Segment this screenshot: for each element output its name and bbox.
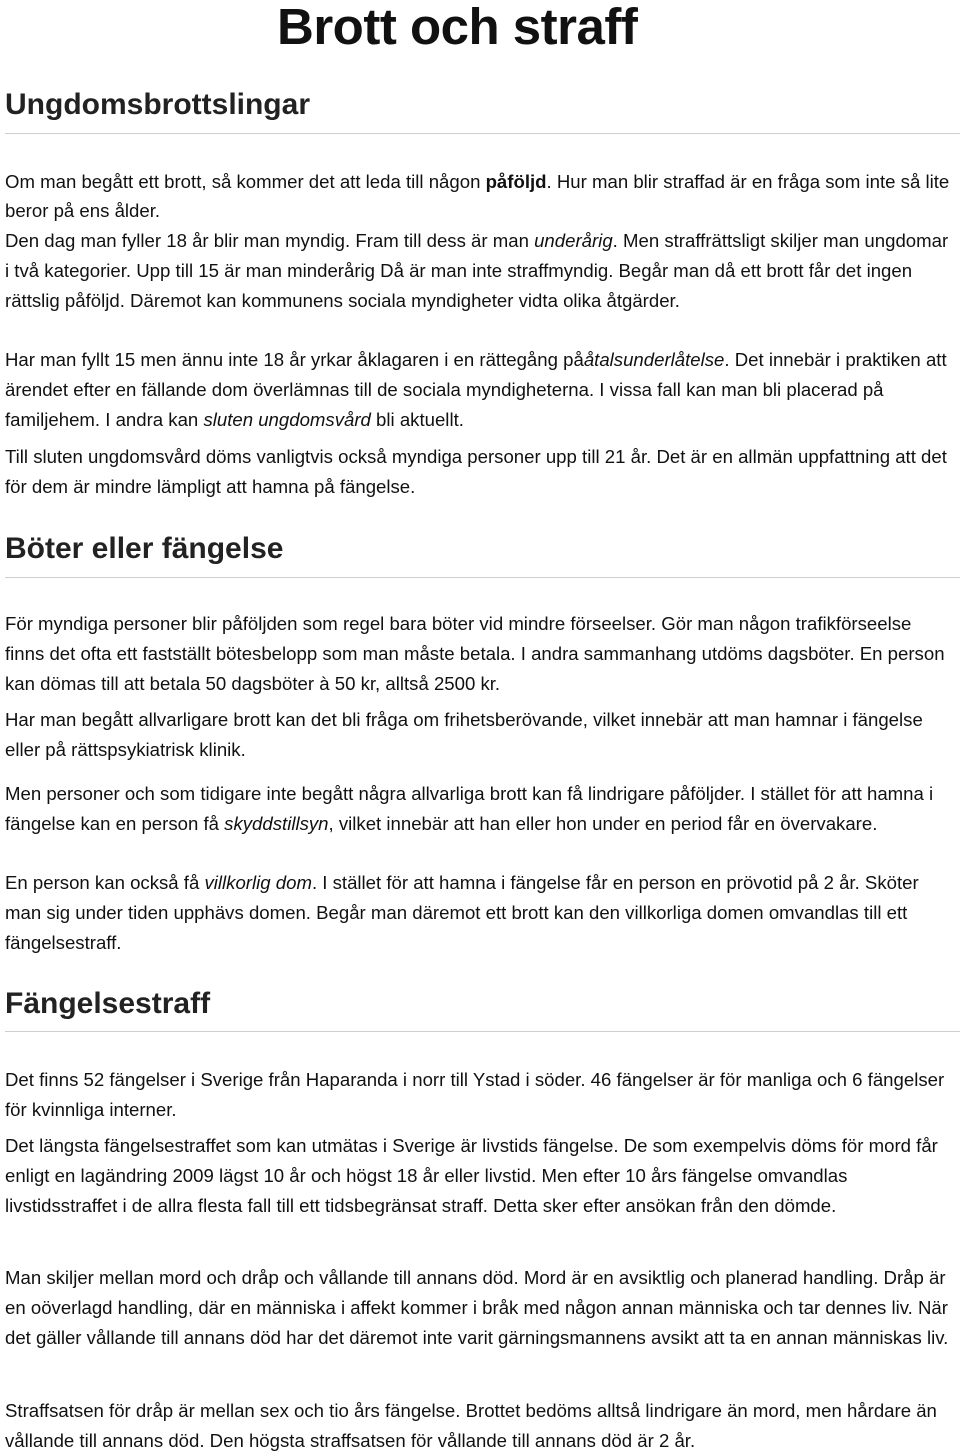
paragraph: Om man begått ett brott, så kommer det att leda till någon påföljd. Hur man blir straffad är en fråga som inte så lite beror på ens ålder.: [5, 171, 950, 221]
paragraph: Har man begått allvarligare brott kan det bli fråga om frihetsberövande, vilket innebär att man hamnar i fängelse eller på rättspsykiatrisk klinik.: [5, 709, 923, 760]
italic-term: underårig: [534, 230, 613, 251]
paragraph: Men personer och som tidigare inte begått några allvarliga brott kan få lindrigare påföljder. I stället för att hamna i fängelse kan en person få skyddstillsyn, vilket innebär att han eller hon under en period får en övervakare.: [5, 783, 934, 834]
section-divider: [5, 577, 960, 578]
section-heading-boter-eller-fangelse: Böter eller fängelse: [5, 532, 284, 565]
paragraph: Straffsatsen för dråp är mellan sex och tio års fängelse. Brottet bedöms alltså lindrigare än mord, men hårdare än vållande till annans död. Den högsta straffsatsen för vållande till annans död är 2 år.: [5, 1400, 937, 1451]
paragraph: För myndiga personer blir påföljden som regel bara böter vid mindre förseelser. Gör man någon trafikförseelse finns det ofta ett fastställt bötesbelopp som man måste betala. I andra sammanhang utdöms dagsböter. En person kan dömas till att betala 50 dagsböter à 50 kr, alltså 2500 kr.: [5, 613, 945, 694]
section-divider: [5, 133, 960, 134]
paragraph: Det längsta fängelsestraffet som kan utmätas i Sverige är livstids fängelse. De som exempelvis döms för mord får enligt en lagändring 2009 lägst 10 år och högst 18 år eller livstid. Men efter 10 års fängelse omvandlas livstidsstraffet i de allra flesta fall till ett tidsbegränsat straff. Detta sker efter ansökan från den dömde.: [5, 1135, 938, 1216]
section-heading-ungdomsbrottslingar: Ungdomsbrottslingar: [5, 88, 310, 121]
section-divider: [5, 1031, 960, 1032]
paragraph: Till sluten ungdomsvård döms vanligtvis också myndiga personer upp till 21 år. Det är en allmän uppfattning att det för dem är mindre lämpligt att hamna på fängelse.: [5, 446, 947, 497]
paragraph: En person kan också få villkorlig dom. I stället för att hamna i fängelse får en person en prövotid på 2 år. Sköter man sig under tiden upphävs domen. Begår man däremot ett brott kan den villkorliga domen omvandlas till ett fängelsestraff.: [5, 872, 919, 953]
italic-term: skyddstillsyn: [224, 813, 329, 834]
italic-term: sluten ungdomsvård: [203, 409, 371, 430]
bold-term: påföljd: [485, 171, 547, 192]
italic-term: villkorlig dom: [204, 872, 312, 893]
italic-term: åtalsunderlåtelse: [583, 349, 725, 370]
paragraph: Har man fyllt 15 men ännu inte 18 år yrkar åklagaren i en rättegång pååtalsunderlåtelse. Det innebär i praktiken att ärendet efter en fällande dom överlämnas till de sociala myndigheterna. I vissa fall kan man bli placerad på familjehem. I andra kan sluten ungdomsvård bli aktuellt.: [5, 349, 947, 430]
document-title: Brott och straff: [277, 0, 638, 55]
section-heading-fangelsestraff: Fängelsestraff: [5, 987, 211, 1020]
paragraph: Man skiljer mellan mord och dråp och vållande till annans död. Mord är en avsiktlig och planerad handling. Dråp är en oöverlagd handling, där en människa i affekt kommer i bråk med någon annan människa och tar dennes liv. När det gäller vållande till annans död har det däremot inte varit gärningsmannens avsikt att ta en annan människas liv.: [5, 1267, 949, 1348]
paragraph: Det finns 52 fängelser i Sverige från Haparanda i norr till Ystad i söder. 46 fängelser är för manliga och 6 fängelser för kvinnliga interner.: [5, 1069, 945, 1120]
paragraph: Den dag man fyller 18 år blir man myndig. Fram till dess är man underårig. Men straffrättsligt skiljer man ungdomar i två kategorier. Upp till 15 är man minderårig Då är man inte straffmyndig. Begår man då ett brott får det ingen rättslig påföljd. Däremot kan kommunens sociala myndigheter vidta olika åtgärder.: [5, 230, 949, 311]
